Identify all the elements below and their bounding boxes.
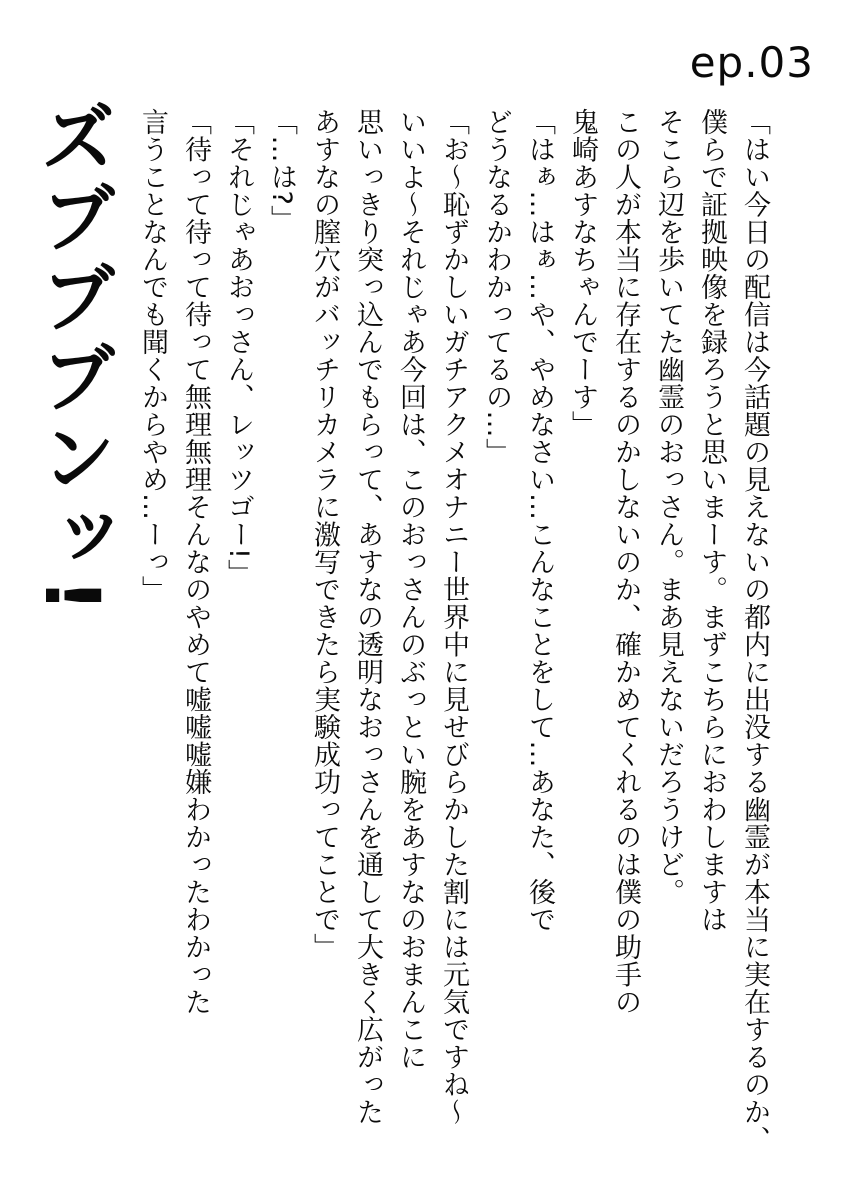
dialogue-line: そこら辺を歩いてた幽霊のおっさん。まあ見えないだろうけど。 xyxy=(653,108,684,906)
dialogue-line: 僕らで証拠映像を録ろうと思いまーす。まずこちらにおわしますは xyxy=(696,108,727,933)
dialogue-line: 鬼崎あすなちゃんでーす」 xyxy=(567,108,598,438)
dialogue-line: あすなの膣穴がバッチリカメラに激写できたら実験成功ってことで」 xyxy=(309,108,340,961)
dialogue-line: 「はぁ…はぁ…や、やめなさい…こんなことをして…あなた、後で xyxy=(524,108,555,933)
dialogue-line: 「待って待って待って無理無理そんなのやめて嘘嘘嘘嫌わかったわかった xyxy=(180,108,211,1016)
episode-label: ep.03 xyxy=(689,38,814,87)
dialogue-line: 「それじゃあおっさん、レッツゴー!」 xyxy=(223,108,254,587)
dialogue-line: 「はい今日の配信は今話題の見えないの都内に出没する幽霊が本当に実在するのか、 xyxy=(739,108,770,1153)
dialogue-text-block xyxy=(131,108,776,1168)
dialogue-line: 「…は?」 xyxy=(266,108,297,233)
dialogue-line: この人が本当に存在するのかしないのか、確かめてくれるのは僕の助手の xyxy=(610,108,641,1016)
dialogue-line: 思いっきり突っ込んでもらって、あすなの透明なおっさんを通して大きく広がった xyxy=(352,108,383,1126)
dialogue-line: どうなるかわかってるの…」 xyxy=(481,108,512,466)
sfx-text: ズブブブンッ! xyxy=(28,98,117,617)
dialogue-line: 「お〜恥ずかしいガチアクメオナニー世界中に見せびらかした割には元気ですね〜 xyxy=(438,108,469,1126)
dialogue-line: 言うことなんでも聞くからやめ…ーっ」 xyxy=(137,108,168,603)
dialogue-line: いいよ〜それじゃあ今回は、このおっさんのぶっとい腕をあすなのおまんこに xyxy=(395,108,426,1071)
